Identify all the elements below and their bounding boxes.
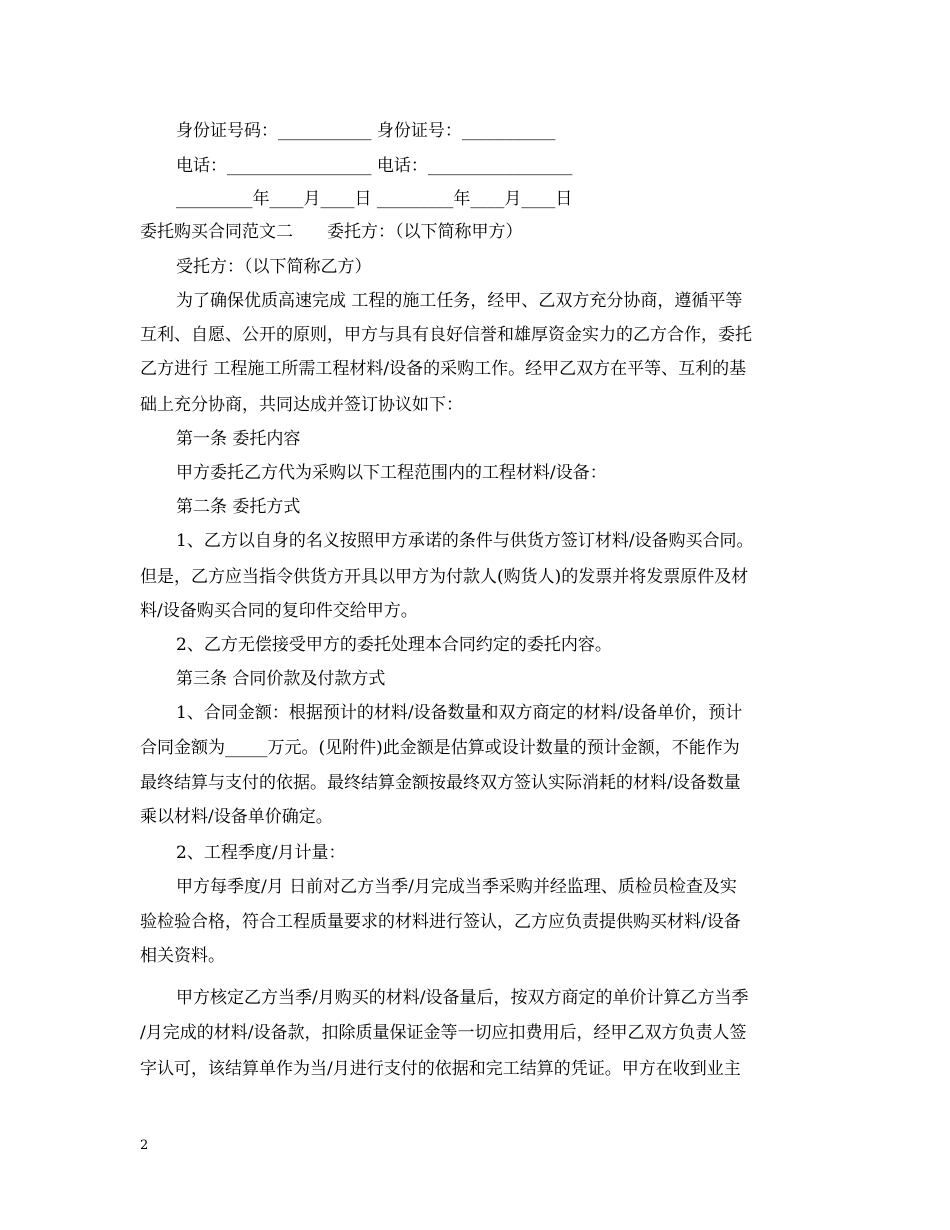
page-number: 2 <box>140 1138 149 1153</box>
id-number-line: 身份证号码：___________ 身份证号：___________ <box>176 121 556 141</box>
contract-title-line: 委托购买合同范文二 委托方：（以下简称甲方） <box>140 222 523 242</box>
trustee-line: 受托方：（以下简称乙方） <box>176 257 372 277</box>
paragraph-line: 础上充分协商，共同达成并签订协议如下： <box>140 395 463 415</box>
paragraph-line: /月完成的材料/设备款，扣除质量保证金等一切应扣费用后，经甲乙双方负责人签 <box>140 1023 747 1043</box>
paragraph-line: 料/设备购买合同的复印件交给甲方。 <box>140 601 418 621</box>
paragraph-line: 甲方核定乙方当季/月购买的材料/设备量后，按双方商定的单价计算乙方当季 <box>176 988 749 1008</box>
paragraph-line: 合同金额为_____万元。(见附件)此金额是估算或设计数量的预计金额，不能作为 <box>140 738 740 758</box>
article-heading: 第二条 委托方式 <box>176 497 301 517</box>
paragraph-line: 甲方委托乙方代为采购以下工程范围内的工程材料/设备： <box>176 463 607 483</box>
paragraph-line: 为了确保优质高速完成 工程的施工任务，经甲、乙双方充分协商，遵循平等 <box>176 291 743 311</box>
paragraph-line: 乘以材料/设备单价确定。 <box>140 807 333 827</box>
paragraph-line: 乙方进行 工程施工所需工程材料/设备的采购工作。经甲乙双方在平等、互利的基 <box>140 359 747 379</box>
article-heading: 第三条 合同价款及付款方式 <box>176 669 386 689</box>
phone-line: 电话：_________________ 电话：_________________ <box>176 156 573 176</box>
paragraph-line: 甲方每季度/月 日前对乙方当季/月完成当季采购并经监理、质检员检查及实 <box>176 877 737 897</box>
paragraph-line: 验检验合格，符合工程质量要求的材料进行签认，乙方应负责提供购买材料/设备 <box>140 912 741 932</box>
paragraph-line: 字认可，该结算单作为当/月进行支付的依据和完工结算的凭证。甲方在收到业主 <box>140 1059 741 1079</box>
paragraph-line: 2、乙方无偿接受甲方的委托处理本合同约定的委托内容。 <box>176 635 612 655</box>
date-line: _________年____月____日 _________年____月____日 <box>176 189 573 209</box>
paragraph-line: 1、乙方以自身的名义按照甲方承诺的条件与供货方签订材料/设备购买合同。 <box>176 531 754 551</box>
paragraph-line: 相关资料。 <box>140 946 225 966</box>
paragraph-line: 最终结算与支付的依据。最终结算金额按最终双方签认实际消耗的材料/设备数量 <box>140 773 741 793</box>
paragraph-line: 1、合同金额：根据预计的材料/设备数量和双方商定的材料/设备单价，预计 <box>176 703 743 723</box>
paragraph-line: 互利、自愿、公开的原则，甲方与具有良好信誉和雄厚资金实力的乙方合作，委托 <box>140 325 752 345</box>
paragraph-line: 但是，乙方应当指令供货方开具以甲方为付款人(购货人)的发票并将发票原件及材 <box>140 567 749 587</box>
paragraph-line: 2、工程季度/月计量： <box>176 843 346 863</box>
article-heading: 第一条 委托内容 <box>176 429 301 449</box>
